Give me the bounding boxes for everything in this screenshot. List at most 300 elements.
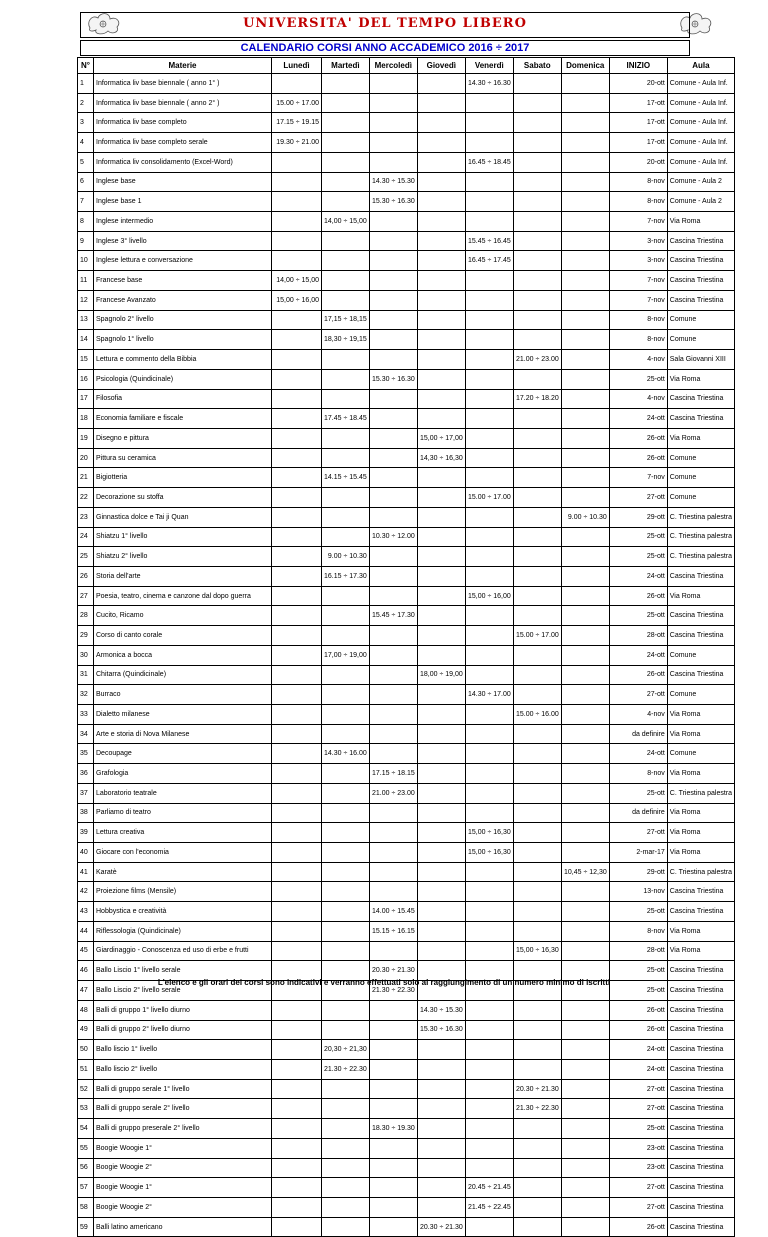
empty-day-cell [272,586,322,606]
column-header: Martedì [322,58,370,74]
empty-day-cell [465,310,513,330]
table-row [78,369,735,389]
classroom-cell: Cascina Triestina [667,1197,734,1217]
empty-day-cell [465,271,513,291]
empty-day-cell [465,1119,513,1139]
table-row [78,488,735,508]
empty-day-cell [272,823,322,843]
empty-day-cell [513,645,561,665]
empty-day-cell [417,468,465,488]
empty-day-cell [322,507,370,527]
start-date-cell: 8-nov [609,764,667,784]
schedule-time-cell: 21.45 ÷ 22.45 [465,1197,513,1217]
table-body [78,74,735,1237]
classroom-cell: Via Roma [667,764,734,784]
start-date-cell: 26-ott [609,1020,667,1040]
table-row [78,843,735,863]
empty-day-cell [513,310,561,330]
empty-day-cell [561,1099,609,1119]
row-number-cell: 5 [78,152,94,172]
empty-day-cell [513,231,561,251]
classroom-cell: Comune [667,448,734,468]
course-name-cell: Pittura su ceramica [94,448,272,468]
empty-day-cell [369,823,417,843]
schedule-time-cell: 14.15 ÷ 15.45 [322,468,370,488]
schedule-time-cell: 15.45 ÷ 16.45 [465,231,513,251]
empty-day-cell [272,507,322,527]
empty-day-cell [272,882,322,902]
empty-day-cell [417,133,465,153]
empty-day-cell [513,448,561,468]
empty-day-cell [322,724,370,744]
empty-day-cell [465,744,513,764]
empty-day-cell [561,1079,609,1099]
start-date-cell: 24-ott [609,1059,667,1079]
classroom-cell: Via Roma [667,823,734,843]
empty-day-cell [513,428,561,448]
course-name-cell: Informatica liv base biennale ( anno 2° ) [94,93,272,113]
empty-day-cell [369,93,417,113]
row-number-cell: 8 [78,212,94,232]
row-number-cell: 31 [78,665,94,685]
course-name-cell: Informatica liv base completo [94,113,272,133]
empty-day-cell [369,113,417,133]
row-number-cell: 48 [78,1000,94,1020]
empty-day-cell [322,705,370,725]
classroom-cell: Cascina Triestina [667,409,734,429]
schedule-time-cell: 14.00 ÷ 15.45 [369,902,417,922]
empty-day-cell [561,764,609,784]
empty-day-cell [369,843,417,863]
empty-day-cell [369,74,417,94]
empty-day-cell [272,1000,322,1020]
empty-day-cell [322,882,370,902]
row-number-cell: 27 [78,586,94,606]
classroom-cell: Comune - Aula 2 [667,192,734,212]
table-row [78,192,735,212]
empty-day-cell [322,133,370,153]
table-row [78,448,735,468]
course-name-cell: Cucito, Ricamo [94,606,272,626]
row-number-cell: 45 [78,941,94,961]
start-date-cell: 24-ott [609,409,667,429]
empty-day-cell [561,310,609,330]
empty-day-cell [272,350,322,370]
schedule-time-cell: 21.00 ÷ 23.00 [513,350,561,370]
empty-day-cell [561,448,609,468]
empty-day-cell [272,1119,322,1139]
empty-day-cell [561,74,609,94]
course-name-cell: Filosofia [94,389,272,409]
schedule-time-cell: 19.30 ÷ 21.00 [272,133,322,153]
classroom-cell: C. Triestina palestra [667,783,734,803]
empty-day-cell [417,369,465,389]
classroom-cell: Via Roma [667,212,734,232]
empty-day-cell [369,586,417,606]
empty-day-cell [417,1158,465,1178]
empty-day-cell [272,1197,322,1217]
classroom-cell: Comune - Aula Inf. [667,93,734,113]
course-name-cell: Laboratorio teatrale [94,783,272,803]
table-row [78,409,735,429]
course-name-cell: Arte e storia di Nova Milanese [94,724,272,744]
row-number-cell: 17 [78,389,94,409]
empty-day-cell [465,409,513,429]
course-name-cell: Balli di gruppo 2° livello diurno [94,1020,272,1040]
empty-day-cell [369,744,417,764]
empty-day-cell [369,705,417,725]
empty-day-cell [513,133,561,153]
table-row [78,724,735,744]
empty-day-cell [465,921,513,941]
schedule-time-cell: 20.30 ÷ 21.30 [369,961,417,981]
schedule-time-cell: 15.30 ÷ 16.30 [369,192,417,212]
start-date-cell: 25-ott [609,606,667,626]
empty-day-cell [369,212,417,232]
start-date-cell: 28-ott [609,941,667,961]
empty-day-cell [369,290,417,310]
empty-day-cell [272,212,322,232]
row-number-cell: 6 [78,172,94,192]
row-number-cell: 16 [78,369,94,389]
course-name-cell: Inglese base [94,172,272,192]
empty-day-cell [561,251,609,271]
course-name-cell: Ballo liscio 2° livello [94,1059,272,1079]
empty-day-cell [417,527,465,547]
empty-day-cell [561,1217,609,1237]
start-date-cell: 7-nov [609,468,667,488]
empty-day-cell [417,1099,465,1119]
table-row [78,507,735,527]
empty-day-cell [322,783,370,803]
empty-day-cell [513,468,561,488]
page-title: UNIVERSITA' DEL TEMPO LIBERO [243,16,527,31]
row-number-cell: 29 [78,626,94,646]
schedule-time-cell: 9.00 ÷ 10.30 [561,507,609,527]
empty-day-cell [513,152,561,172]
row-number-cell: 50 [78,1040,94,1060]
empty-day-cell [322,93,370,113]
empty-day-cell [272,843,322,863]
row-number-cell: 33 [78,705,94,725]
empty-day-cell [322,1000,370,1020]
empty-day-cell [465,547,513,567]
empty-day-cell [561,626,609,646]
empty-day-cell [561,1178,609,1198]
empty-day-cell [513,803,561,823]
row-number-cell: 28 [78,606,94,626]
empty-day-cell [465,1079,513,1099]
table-row [78,113,735,133]
schedule-time-cell: 15,00 ÷ 16,30 [465,843,513,863]
course-name-cell: Informatica liv consolidamento (Excel-Word) [94,152,272,172]
empty-day-cell [513,1197,561,1217]
empty-day-cell [369,448,417,468]
empty-day-cell [465,882,513,902]
empty-day-cell [465,705,513,725]
empty-day-cell [465,764,513,784]
empty-day-cell [561,1059,609,1079]
empty-day-cell [465,369,513,389]
empty-day-cell [322,586,370,606]
schedule-time-cell: 15.30 ÷ 16.30 [369,369,417,389]
course-calendar-table [77,57,735,1237]
empty-day-cell [561,1158,609,1178]
course-name-cell: Spagnolo 2° livello [94,310,272,330]
start-date-cell: 25-ott [609,547,667,567]
course-name-cell: Inglese intermedio [94,212,272,232]
start-date-cell: da definire [609,724,667,744]
empty-day-cell [417,74,465,94]
schedule-time-cell: 14.30 ÷ 17.00 [465,685,513,705]
classroom-cell: C. Triestina palestra [667,862,734,882]
classroom-cell: Via Roma [667,843,734,863]
empty-day-cell [369,1158,417,1178]
row-number-cell: 23 [78,507,94,527]
start-date-cell: 8-nov [609,172,667,192]
course-name-cell: Dialetto milanese [94,705,272,725]
empty-day-cell [322,921,370,941]
empty-day-cell [417,1138,465,1158]
empty-day-cell [322,488,370,508]
schedule-time-cell: 16.45 ÷ 17.45 [465,251,513,271]
schedule-time-cell: 14.30 ÷ 15.30 [417,1000,465,1020]
empty-day-cell [272,428,322,448]
table-header-row [78,58,735,74]
course-name-cell: Boogie Woogie 1° [94,1178,272,1198]
classroom-cell: Comune - Aula Inf. [667,113,734,133]
classroom-cell: Via Roma [667,369,734,389]
row-number-cell: 44 [78,921,94,941]
schedule-time-cell: 17.20 ÷ 18.20 [513,389,561,409]
empty-day-cell [513,271,561,291]
empty-day-cell [561,566,609,586]
classroom-cell: Comune [667,645,734,665]
row-number-cell: 21 [78,468,94,488]
course-name-cell: Giocare con l'economia [94,843,272,863]
empty-day-cell [561,192,609,212]
empty-day-cell [561,1040,609,1060]
empty-day-cell [369,251,417,271]
empty-day-cell [369,133,417,153]
empty-day-cell [513,369,561,389]
empty-day-cell [561,428,609,448]
empty-day-cell [513,1020,561,1040]
empty-day-cell [561,1020,609,1040]
classroom-cell: Comune [667,744,734,764]
empty-day-cell [417,290,465,310]
empty-day-cell [417,843,465,863]
schedule-time-cell: 21.30 ÷ 22.30 [369,981,417,1001]
empty-day-cell [465,192,513,212]
table-row [78,212,735,232]
empty-day-cell [369,231,417,251]
row-number-cell: 43 [78,902,94,922]
empty-day-cell [322,1178,370,1198]
empty-day-cell [561,1119,609,1139]
empty-day-cell [369,1040,417,1060]
empty-day-cell [513,823,561,843]
start-date-cell: 13-nov [609,882,667,902]
schedule-time-cell: 15.00 ÷ 17.00 [272,93,322,113]
empty-day-cell [417,350,465,370]
empty-day-cell [417,783,465,803]
empty-day-cell [417,212,465,232]
empty-day-cell [369,882,417,902]
course-name-cell: Boogie Woogie 2° [94,1158,272,1178]
column-header: Sabato [513,58,561,74]
empty-day-cell [465,665,513,685]
classroom-cell: Cascina Triestina [667,251,734,271]
schedule-time-cell: 17.45 ÷ 18.45 [322,409,370,429]
empty-day-cell [322,1197,370,1217]
empty-day-cell [417,724,465,744]
empty-day-cell [369,468,417,488]
column-header: Giovedì [417,58,465,74]
start-date-cell: 27-ott [609,1178,667,1198]
empty-day-cell [417,1178,465,1198]
row-number-cell: 51 [78,1059,94,1079]
schedule-time-cell: 15,00 ÷ 16,30 [465,823,513,843]
empty-day-cell [272,192,322,212]
empty-day-cell [272,665,322,685]
row-number-cell: 54 [78,1119,94,1139]
empty-day-cell [369,389,417,409]
row-number-cell: 24 [78,527,94,547]
classroom-cell: Via Roma [667,921,734,941]
empty-day-cell [561,902,609,922]
empty-day-cell [513,212,561,232]
empty-day-cell [561,527,609,547]
empty-day-cell [465,1158,513,1178]
table-row [78,1099,735,1119]
column-header: Materie [94,58,272,74]
table-row [78,783,735,803]
empty-day-cell [369,724,417,744]
empty-day-cell [561,152,609,172]
empty-day-cell [513,1119,561,1139]
empty-day-cell [465,1099,513,1119]
classroom-cell: C. Triestina palestra [667,507,734,527]
start-date-cell: 24-ott [609,1040,667,1060]
classroom-cell: Cascina Triestina [667,606,734,626]
empty-day-cell [369,350,417,370]
empty-day-cell [417,764,465,784]
classroom-cell: Cascina Triestina [667,1000,734,1020]
empty-day-cell [417,902,465,922]
classroom-cell: Cascina Triestina [667,1158,734,1178]
empty-day-cell [417,231,465,251]
course-name-cell: Psicologia (Quindicinale) [94,369,272,389]
course-name-cell: Parliamo di teatro [94,803,272,823]
row-number-cell: 12 [78,290,94,310]
classroom-cell: Cascina Triestina [667,271,734,291]
empty-day-cell [561,685,609,705]
empty-day-cell [561,783,609,803]
empty-day-cell [465,350,513,370]
course-name-cell: Riflessologia (Quindicinale) [94,921,272,941]
course-name-cell: Francese Avanzato [94,290,272,310]
start-date-cell: 4-nov [609,389,667,409]
classroom-cell: Cascina Triestina [667,1138,734,1158]
schedule-time-cell: 10,45 ÷ 12,30 [561,862,609,882]
empty-day-cell [465,290,513,310]
row-number-cell: 35 [78,744,94,764]
schedule-time-cell: 21.30 ÷ 22.30 [513,1099,561,1119]
empty-day-cell [417,330,465,350]
start-date-cell: 8-nov [609,330,667,350]
column-header: INIZIO [609,58,667,74]
table-row [78,152,735,172]
course-name-cell: Informatica liv base completo serale [94,133,272,153]
empty-day-cell [561,409,609,429]
empty-day-cell [369,310,417,330]
table-row [78,882,735,902]
empty-day-cell [561,468,609,488]
table-row [78,74,735,94]
empty-day-cell [417,113,465,133]
empty-day-cell [272,547,322,567]
empty-day-cell [561,172,609,192]
row-number-cell: 30 [78,645,94,665]
course-name-cell: Armonica a bocca [94,645,272,665]
classroom-cell: Comune [667,488,734,508]
start-date-cell: 24-ott [609,645,667,665]
empty-day-cell [417,606,465,626]
schedule-time-cell: 14,30 ÷ 16,30 [417,448,465,468]
empty-day-cell [513,1217,561,1237]
start-date-cell: 23-ott [609,1158,667,1178]
schedule-time-cell: 17.15 ÷ 19.15 [272,113,322,133]
schedule-time-cell: 16.15 ÷ 17.30 [322,566,370,586]
empty-day-cell [561,93,609,113]
empty-day-cell [465,172,513,192]
empty-day-cell [369,645,417,665]
schedule-time-cell: 17,00 ÷ 19,00 [322,645,370,665]
table-row [78,744,735,764]
empty-day-cell [272,330,322,350]
empty-day-cell [513,507,561,527]
row-number-cell: 58 [78,1197,94,1217]
schedule-time-cell: 14.30 ÷ 16.00 [322,744,370,764]
empty-day-cell [322,685,370,705]
course-name-cell: Bigiotteria [94,468,272,488]
start-date-cell: 4-nov [609,350,667,370]
empty-day-cell [272,1099,322,1119]
empty-day-cell [272,626,322,646]
empty-day-cell [465,468,513,488]
start-date-cell: 4-nov [609,705,667,725]
table-row [78,1000,735,1020]
empty-day-cell [513,764,561,784]
empty-day-cell [417,507,465,527]
empty-day-cell [465,645,513,665]
empty-day-cell [561,369,609,389]
row-number-cell: 41 [78,862,94,882]
row-number-cell: 1 [78,74,94,94]
schedule-time-cell: 17,15 ÷ 18,15 [322,310,370,330]
schedule-time-cell: 17.15 ÷ 18.15 [369,764,417,784]
table-row [78,251,735,271]
empty-day-cell [561,271,609,291]
table-row [78,823,735,843]
schedule-time-cell: 20.30 ÷ 21.30 [513,1079,561,1099]
row-number-cell: 11 [78,271,94,291]
empty-day-cell [322,823,370,843]
empty-day-cell [465,133,513,153]
table-row [78,645,735,665]
empty-day-cell [465,862,513,882]
